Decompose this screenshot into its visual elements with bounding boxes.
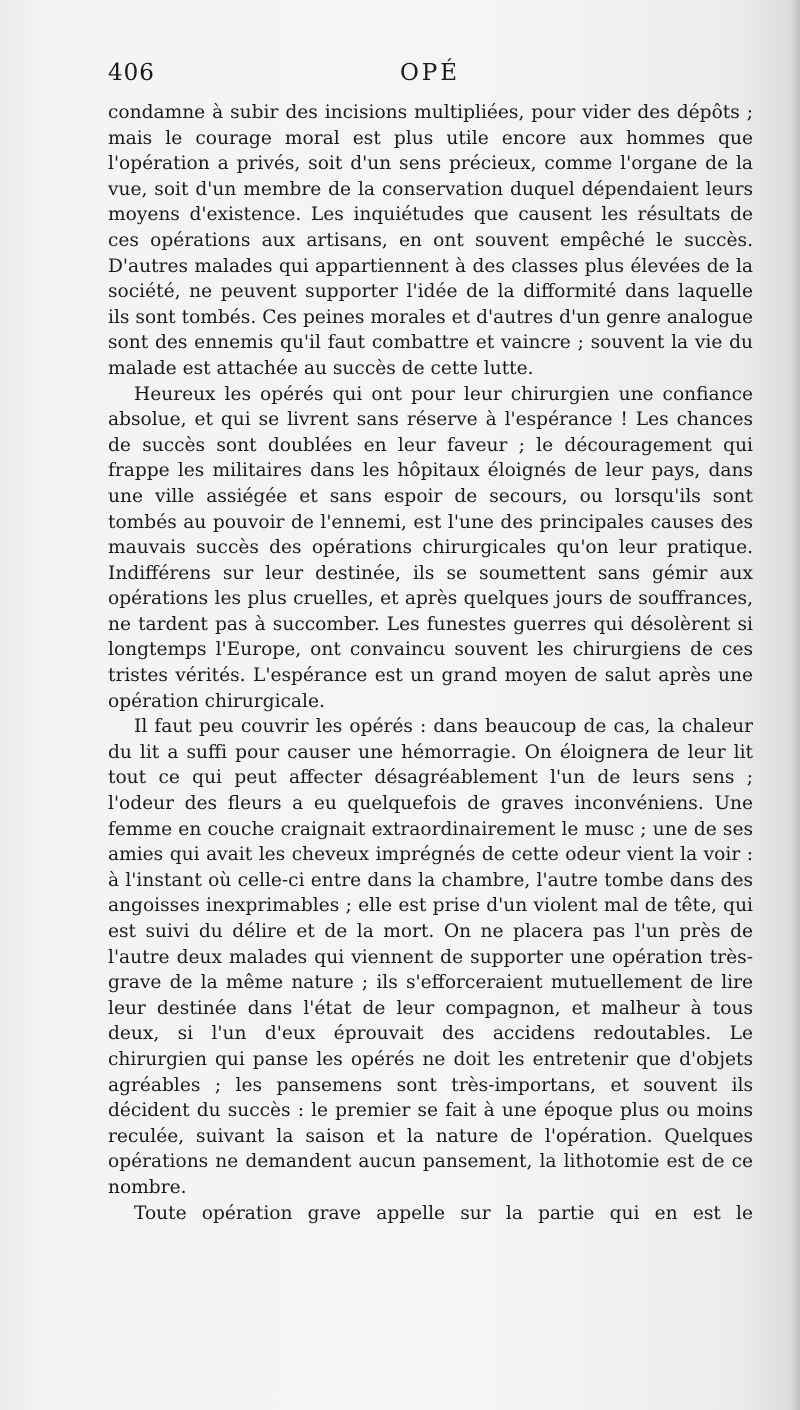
page-header (108, 60, 752, 96)
running-head: OPÉ (399, 60, 461, 86)
paragraph-1: condamne à subir des incisions multipliées, pour vider des dépôts ; mais le courage moral est plus utile encore aux hommes que l'opération a privés, soit d'un sens précieux, comme l'organe de la vue, soit d'un membre de la conservation duquel dépendaient leurs moyens d'existence. Les inquiétudes que causent les résultats de ces opérations aux artisans, en ont souvent empêché le succès. D'autres malades qui appartiennent à des classes plus élevées de la société, ne peuvent supporter l'idée de la difformité dans laquelle ils sont tombés. Ces peines morales et d'autres d'un genre analogue sont des ennemis qu'il faut combattre et vaincre ; souvent la vie du malade est attachée au succès de cette lutte. (108, 102, 753, 379)
page-number: 406 (108, 60, 155, 86)
paragraph-2: Heureux les opérés qui ont pour leur chirurgien une confiance absolue, et qui se livrent sans réserve à l'espérance ! Les chances de succès sont doublées en leur faveur ; le découragement qui frappe les militaires dans les hôpitaux éloignés de leur pays, dans une ville assiégée et sans espoir de secours, ou lorsqu'ils sont tombés au pouvoir de l'ennemi, est l'une des principales causes des mauvais succès des opérations chirurgicales qu'on leur pratique. Indifférens sur leur destinée, ils se soumettent sans gémir aux opérations les plus cruelles, et après quelques jours de souffrances, ne tardent pas à succomber. Les funestes guerres qui désolèrent si longtemps l'Europe, ont convaincu souvent les chirurgiens de ces tristes vérités. L'espérance est un grand moyen de salut après une opération chirurgicale. (108, 383, 753, 712)
paragraph-3: Il faut peu couvrir les opérés : dans beaucoup de cas, la chaleur du lit a suffi pour causer une hémorragie. On éloignera de leur lit tout ce qui peut affecter désagréablement l'un de leurs sens ; l'odeur des fleurs a eu quelquefois de graves inconvéniens. Une femme en couche craignait extraordinairement le musc ; une de ses amies qui avait les cheveux imprégnés de cette odeur vient la voir : à l'instant où celle-ci entre dans la chambre, l'autre tombe dans des angoisses inexprimables ; elle est prise d'un violent mal de tête, qui est suivi du délire et de la mort. On ne placera pas l'un près de l'autre deux malades qui viennent de supporter une opération très-grave de la même nature ; ils s'efforceraient mutuellement de lire leur destinée dans l'état de leur compagnon, et malheur à tous deux, si l'un d'eux éprouvait des accidens redoutables. Le chirurgien qui panse les opérés ne doit les entretenir que d'objets agréables ; les pansemens sont très-importans, et souvent ils décident du succès : le premier se fait à une époque plus ou moins reculée, suivant la saison et la nature de l'opération. Quelques opérations ne demandent aucun pansement, la lithotomie est de ce nombre. (108, 716, 753, 1198)
body-text (108, 100, 753, 1226)
page-edge-shadow (790, 0, 800, 1410)
paragraph-4: Toute opération grave appelle sur la partie qui en est le (134, 1202, 753, 1224)
